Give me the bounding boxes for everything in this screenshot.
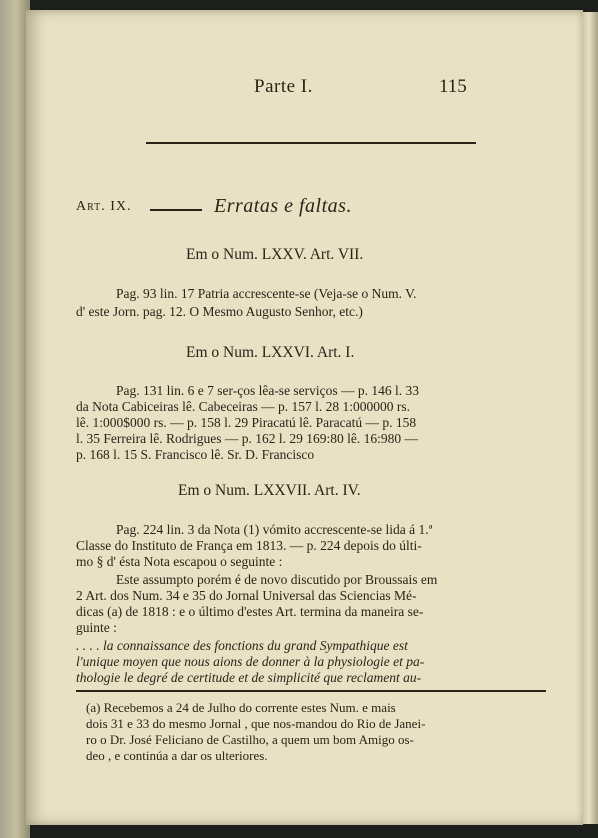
text-line: Este assumpto porém é de novo discutido por Broussais em xyxy=(116,572,438,587)
quoted-line: l'unique moyen que nous aions de donner à la physiologie et pa- xyxy=(76,654,425,669)
article-label: Art. IX. xyxy=(76,199,132,214)
footnote-rule xyxy=(76,690,546,692)
footnote-line: deo , e continúa a dar os ulteriores. xyxy=(86,748,268,763)
quoted-line: thologie le degré de certitude et de simplicité que reclament au- xyxy=(76,670,422,685)
text-line: lê. 1:000$000 rs. — p. 158 l. 29 Piracatú lê. Paracatú — p. 158 xyxy=(76,415,417,430)
footnote-line: ro o Dr. José Feliciano de Castilho, a quem um bom Amigo os- xyxy=(86,732,414,747)
running-head: Parte I. xyxy=(254,76,313,97)
text-line: mo § d' ésta Nota escapou o seguinte : xyxy=(76,554,283,569)
text-line: Classe do Instituto de França em 1813. — p. 224 depois do últi- xyxy=(76,538,422,553)
article-dash xyxy=(150,209,202,211)
text-line: Pag. 93 lin. 17 Patria accrescente-se (Veja-se o Num. V. xyxy=(116,286,417,301)
page-number: 115 xyxy=(439,76,467,97)
text-line: l. 35 Ferreira lê. Rodrigues — p. 162 l. 29 169:80 lê. 16:980 — xyxy=(76,431,418,446)
text-line: p. 168 l. 15 S. Francisco lê. Sr. D. Francisco xyxy=(76,447,315,462)
section-heading: Em o Num. LXXVI. Art. I. xyxy=(186,344,355,361)
section-title: Erratas e faltas. xyxy=(214,195,352,217)
footnote-line: dois 31 e 33 do mesmo Jornal , que nos-mandou do Rio de Janei- xyxy=(86,716,426,731)
header-rule xyxy=(146,142,476,144)
text-line: Pag. 131 lin. 6 e 7 ser-ços lêa-se serviços — p. 146 l. 33 xyxy=(116,383,420,398)
text-line: guinte : xyxy=(76,620,117,635)
text-line: d' este Jorn. pag. 12. O Mesmo Augusto Senhor, etc.) xyxy=(76,304,363,319)
section-heading: Em o Num. LXXVII. Art. IV. xyxy=(178,482,361,499)
book-page xyxy=(26,10,583,825)
quoted-line: . . . . la connaissance des fonctions du grand Sympathique est xyxy=(76,638,408,653)
section-heading: Em o Num. LXXV. Art. VII. xyxy=(186,246,364,263)
text-line: 2 Art. dos Num. 34 e 35 do Jornal Universal das Sciencias Mé- xyxy=(76,588,417,603)
text-line: Pag. 224 lin. 3 da Nota (1) vómito accrescente-se lida á 1.ª xyxy=(116,522,433,537)
page-edge xyxy=(583,12,598,824)
text-line: da Nota Cabiceiras lê. Cabeceiras — p. 157 l. 28 1:000000 rs. xyxy=(76,399,411,414)
text-line: dicas (a) de 1818 : e o último d'estes Art. termina da maneira se- xyxy=(76,604,424,619)
footnote-line: (a) Recebemos a 24 de Julho do corrente estes Num. e mais xyxy=(86,700,396,715)
